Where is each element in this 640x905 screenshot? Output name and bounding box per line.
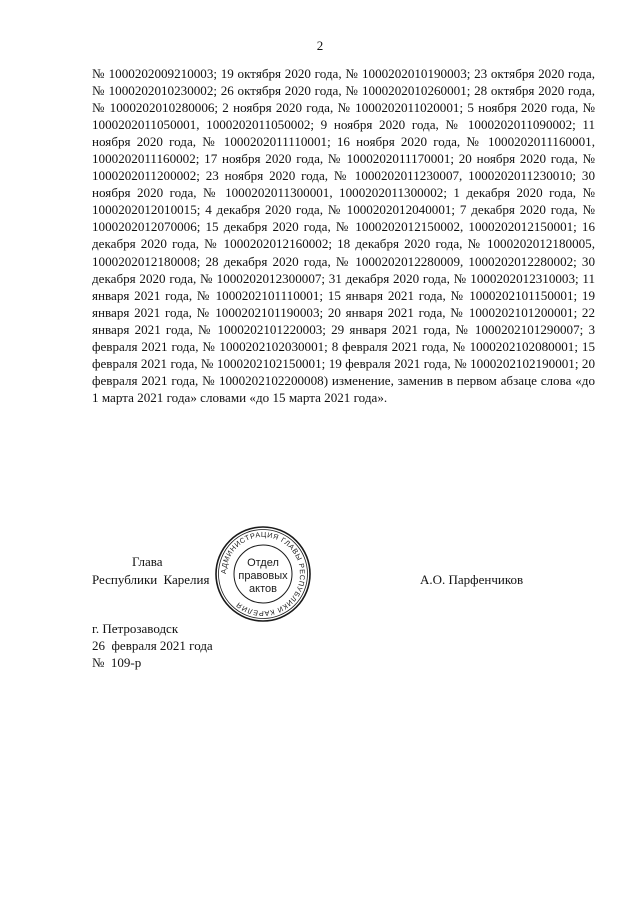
stamp-center-line3: актов xyxy=(249,583,277,595)
page-number: 2 xyxy=(316,38,324,53)
official-stamp xyxy=(213,524,313,624)
signature-block xyxy=(0,520,640,630)
issue-city: г. Петрозаводск xyxy=(92,621,179,636)
issue-number: № 109-р xyxy=(92,655,142,670)
stamp-center-line1: Отдел xyxy=(247,557,279,569)
signer-post-line1: Глава xyxy=(132,554,163,569)
stamp-center-line2: правовых xyxy=(238,570,288,582)
issue-date: 26 февраля 2021 года xyxy=(92,638,213,653)
signer-post-line2: Республики Карелия xyxy=(92,572,210,587)
issue-details xyxy=(92,620,392,671)
body-paragraph: № 1000202009210003; 19 октября 2020 года, № 1000202010190003; 23 октября 2020 года, № 1000202010230002; 26 октября 2020 года, № 1000202010260001; 28 октября 2020 года, № 1000202010280006; 2 ноября 2020 года, № 1000202011020001; 5 ноября 2020 года, № 1000202011050001, 1000202011050002; 9 ноября 2020 года, № 1000202011090002; 11 ноября 2020 года, № 1000202011110001; 16 ноября 2020 года, № 1000202011160001, 1000202011160002; 17 ноября 2020 года, № 1000202011170001; 20 ноября 2020 года, № 1000202011200002; 23 ноября 2020 года, № 1000202011230007, 1000202011230010; 30 ноября 2020 года, № 1000202011300001, 1000202011300002; 1 декабря 2020 года, № 1000202012010015; 4 декабря 2020 года, № 1000202012040001; 7 декабря 2020 года, № 1000202012070006; 15 декабря 2020 года, № 1000202012150002, 1000202012150001; 16 декабря 2020 года, № 1000202012160002; 18 декабря 2020 года, № 1000202012180005, 1000202012180008; 28 декабря 2020 года, № 1000202012280009, 1000202012280002; 30 декабря 2020 года, № 1000202012300007; 31 декабря 2020 года, № 1000202012310003; 11 января 2021 года, № 1000202101110001; 15 января 2021 года, № 1000202101150001; 19 января 2021 года, № 1000202101190003; 20 января 2021 года, № 1000202101200001; 22 января 2021 года, № 1000202101220003; 29 января 2021 года, № 1000202101290007; 3 февраля 2021 года, № 1000202102030001; 8 февраля 2021 года, № 1000202102080001; 15 февраля 2021 года, № 1000202102150001; 19 февраля 2021 года, № 1000202102190001; 20 февраля 2021 года, № 1000202102200008) изменение, заменив в первом абзаце слова «до 1 марта 2021 года» словами «до 15 марта 2021 года». xyxy=(92,66,595,405)
stamp-ring-text: АДМИНИСТРАЦИЯ ГЛАВЫ РЕСПУБЛИКИ КАРЕЛИЯ xyxy=(218,529,308,619)
signer-name: А.О. Парфенчиков xyxy=(420,572,524,587)
